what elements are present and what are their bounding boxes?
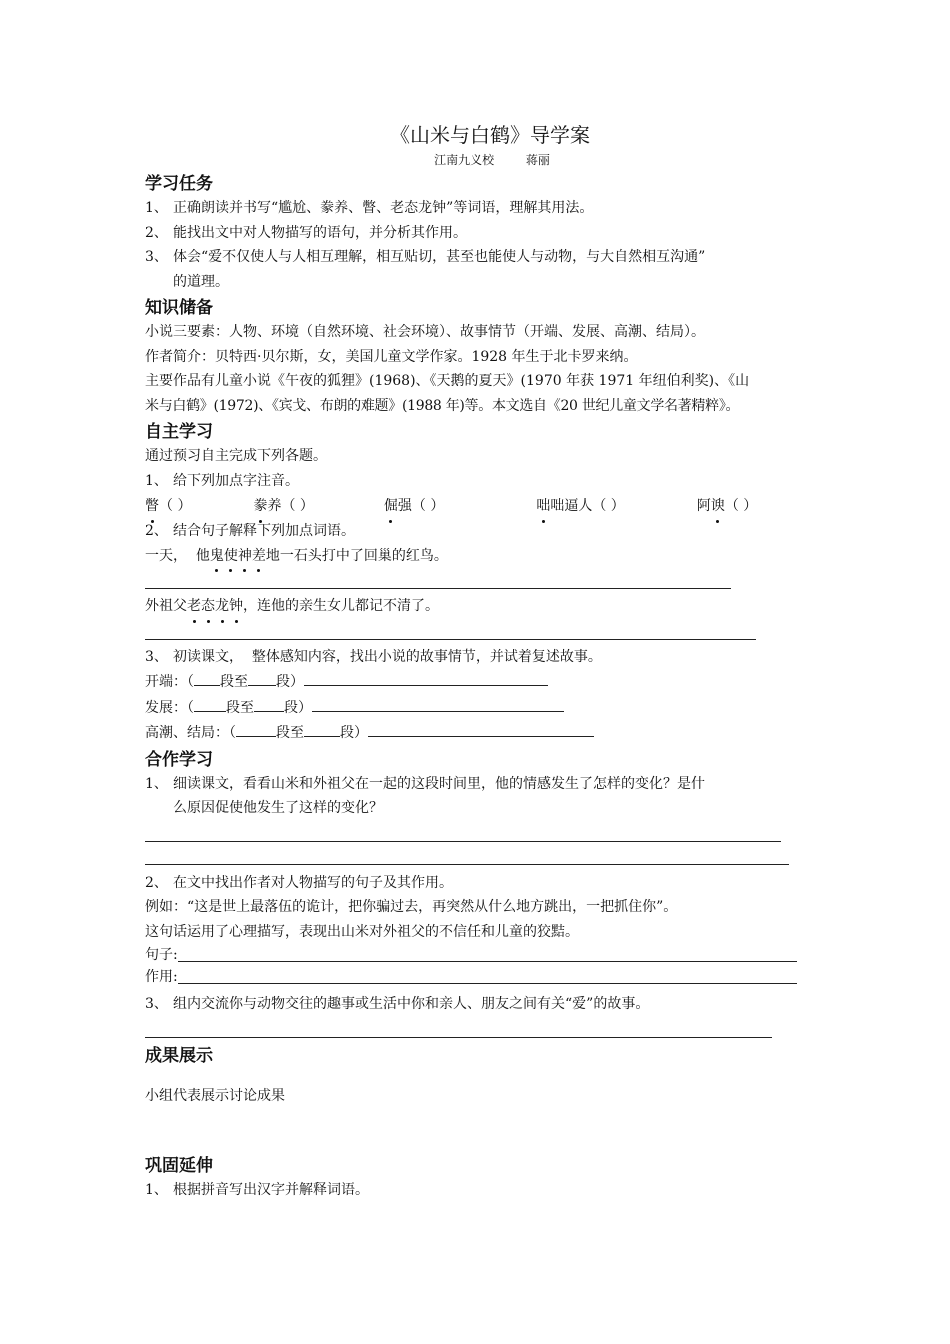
paragraph-end-blank[interactable]	[254, 695, 284, 712]
example-sentence-1: 一天， 他鬼使神差地一石头打中了回巢的红鸟。	[145, 544, 815, 569]
summary-blank[interactable]	[312, 695, 564, 712]
cooperative-q1	[145, 772, 815, 797]
self-study-q1	[145, 469, 815, 494]
answer-line[interactable]	[145, 1017, 772, 1038]
item-number: 1、	[145, 200, 168, 216]
dotted-character: 谀	[711, 493, 725, 519]
paragraph-start-blank[interactable]	[194, 669, 220, 686]
item-text: 体会“爱不仅使人与人相互理解，相互贴切，甚至也能使人与动物，与大自然相互沟通”	[173, 249, 706, 265]
answer-line[interactable]	[145, 568, 731, 589]
sentence-label: 句子:	[145, 947, 178, 963]
knowledge-line: 主要作品有儿童小说《午夜的狐狸》(1968)、《天鹅的夏天》(1970 年获 1971 年纽伯利奖)、《山	[145, 373, 750, 389]
pinyin-word: 豢养（ ）	[253, 493, 379, 519]
item-number: 3、	[145, 996, 168, 1012]
item-text: 正确朗读并书写“尴尬、豢养、瞥、老态龙钟”等词语，理解其用法。	[173, 200, 594, 216]
section-heading-tasks: 学习任务	[145, 174, 213, 194]
item-number: 1、	[145, 1182, 168, 1198]
worksheet-page	[145, 120, 815, 1203]
item-number: 3、	[145, 648, 168, 665]
paragraph-start-blank[interactable]	[194, 695, 226, 712]
item-number: 3、	[145, 249, 168, 265]
task-item-2	[145, 221, 815, 246]
cooperative-q1-continuation: 么原因促使他发生了这样的变化？	[173, 800, 383, 816]
dotted-character: 倔	[384, 493, 398, 519]
school-name: 江南九义校	[434, 153, 495, 167]
section-heading-knowledge: 知识储备	[145, 298, 213, 318]
task-item-1	[145, 196, 815, 221]
byline	[169, 150, 815, 170]
dotted-character: 态	[201, 594, 215, 619]
example-sentence-2: 外祖父老态龙钟，连他的亲生女儿都记不清了。	[145, 594, 815, 619]
item-text: 根据拼音写出汉字并解释词语。	[173, 1182, 369, 1198]
pinyin-word: 阿谀（ ）	[697, 493, 757, 519]
page-title: 《山米与白鹤》导学案	[390, 123, 590, 147]
summary-blank[interactable]	[304, 669, 548, 686]
item-text: 在文中找出作者对人物描写的句子及其作用。	[173, 874, 453, 891]
sentence-answer-line[interactable]	[145, 944, 797, 966]
self-study-q3	[145, 645, 815, 670]
pinyin-word: 倔强（ ）	[384, 493, 532, 519]
plot-row-climax-ending: 高潮、结局：（ 段至 段）	[145, 720, 815, 746]
knowledge-line: 作者简介：贝特西·贝尔斯，女，美国儿童文学作家。1928 年生于北卡罗来纳。	[145, 348, 638, 365]
dotted-character: 使	[224, 544, 238, 569]
extension-q1	[145, 1178, 815, 1203]
dotted-character: 差	[252, 544, 266, 569]
section-heading-cooperative: 合作学习	[145, 749, 213, 770]
item-number: 2、	[145, 523, 168, 539]
dotted-character: 咄	[536, 493, 550, 519]
dotted-phrase	[210, 548, 266, 564]
item-text: 初读课文， 整体感知内容，找出小说的故事情节，并试着复述故事。	[173, 648, 602, 665]
section-heading-showcase: 成果展示	[145, 1045, 213, 1066]
dotted-character: 神	[238, 544, 252, 569]
item-number: 2、	[145, 224, 168, 241]
answer-line[interactable]	[145, 821, 781, 842]
example-explanation: 这句话运用了心理描写，表现出山米对外祖父的不信任和儿童的狡黠。	[145, 923, 579, 940]
answer-blank[interactable]: （ ）	[281, 498, 314, 514]
answer-blank[interactable]: （ ）	[411, 498, 445, 514]
item-text: 能找出文中对人物描写的语句，并分析其作用。	[173, 224, 467, 241]
self-study-intro: 通过预习自主完成下列各题。	[145, 448, 327, 464]
paragraph-end-blank[interactable]	[304, 720, 340, 737]
answer-rule[interactable]	[178, 966, 797, 984]
section-heading-self-study: 自主学习	[145, 422, 213, 442]
answer-blank[interactable]: （ ）	[592, 498, 625, 514]
pinyin-word	[145, 493, 249, 519]
plot-row-development: 发展：（ 段至 段）	[145, 695, 815, 721]
dotted-character: 瞥	[145, 493, 159, 519]
item-number: 2、	[145, 874, 168, 891]
dotted-character: 豢	[253, 493, 267, 519]
paragraph-start-blank[interactable]	[236, 720, 276, 737]
dotted-character: 钟	[229, 594, 243, 619]
dotted-character: 鬼	[210, 544, 224, 569]
showcase-text: 小组代表展示讨论成果	[145, 1087, 285, 1104]
section-heading-extension: 巩固延伸	[145, 1156, 213, 1176]
knowledge-line: 小说三要素：人物、环境（自然环境、社会环境）、故事情节（开端、发展、高潮、结局）。	[145, 324, 705, 340]
paragraph-end-blank[interactable]	[248, 669, 276, 686]
answer-blank[interactable]: （ ）	[159, 498, 192, 514]
dotted-character: 老	[187, 594, 201, 619]
item-text: 结合句子解释下列加点词语。	[173, 523, 355, 539]
dotted-character: 龙	[215, 594, 229, 619]
item-text: 组内交流你与动物交往的趣事或生活中你和亲人、朋友之间有关“爱”的故事。	[173, 996, 650, 1012]
cooperative-q3	[145, 992, 815, 1017]
item-number: 1、	[145, 472, 168, 489]
dotted-phrase	[187, 598, 243, 614]
answer-line[interactable]	[145, 844, 789, 865]
self-study-q2	[145, 519, 815, 544]
task-item-3-continuation: 的道理。	[173, 273, 229, 290]
effect-answer-line[interactable]	[145, 966, 797, 988]
cooperative-q2	[145, 871, 815, 896]
author-name: 蒋丽	[525, 153, 550, 167]
example-quote: 例如：“这是世上最落伍的诡计，把你骗过去，再突然从什么地方跳出，一把抓住你”。	[145, 899, 678, 915]
item-number: 1、	[145, 775, 168, 792]
effect-label: 作用:	[145, 969, 178, 985]
pinyin-word-row	[145, 493, 815, 519]
task-item-3	[145, 245, 815, 270]
knowledge-line: 米与白鹤》(1972)、《宾戈、布朗的难题》(1988 年)等。本文选自《20 世纪儿童文学名著精粹》。	[145, 397, 740, 414]
answer-rule[interactable]	[178, 944, 797, 962]
summary-blank[interactable]	[368, 720, 594, 737]
pinyin-word: 咄咄逼人（ ）	[536, 493, 692, 519]
plot-row-beginning: 开端：（ 段至 段）	[145, 669, 815, 695]
item-text: 给下列加点字注音。	[173, 472, 299, 489]
item-text: 细读课文，看看山米和外祖父在一起的这段时间里，他的情感发生了怎样的变化？是什	[173, 775, 705, 792]
answer-blank[interactable]: （ ）	[724, 498, 758, 514]
